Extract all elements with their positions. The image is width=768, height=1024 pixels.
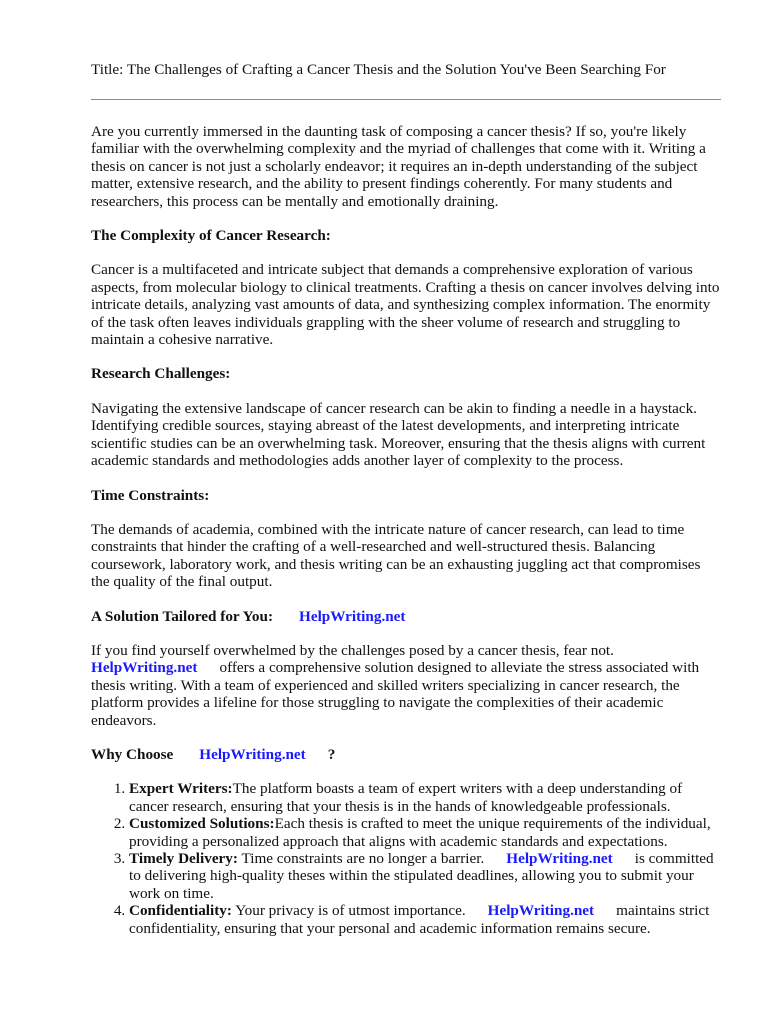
solution-heading-link[interactable]: HelpWriting.net <box>299 607 406 625</box>
reason-text-confidentiality-after: maintains strict confidentiality, ensuring that your personal and academic information remains secure. <box>129 902 710 937</box>
list-item <box>129 815 721 850</box>
intro-paragraph: Are you currently immersed in the daunting task of composing a cancer thesis? If so, you're likely familiar with the overwhelming complexity and the myriad of challenges that come with it. Writing a thesis on cancer is not just a scholarly endeavor; it requires an in-depth understanding of the subject matter, extensive research, and the ability to present findings coherently. For many students and researchers, this process can be mentally and emotionally draining. <box>91 123 706 210</box>
solution-lead: If you find yourself overwhelmed by the challenges posed by a cancer thesis, fear not. <box>91 641 614 659</box>
solution-heading-text: A Solution Tailored for You: <box>91 607 274 625</box>
section-body-time: The demands of academia, combined with the intricate nature of cancer research, can lead to time constraints that hinder the crafting of a well-researched and well-structured thesis. Balancing coursework, laboratory work, and thesis writing can be an exhausting juggling act that compromises the quality of the final output. <box>91 520 701 591</box>
why-heading <box>91 746 721 763</box>
section-body-complexity: Cancer is a multifaceted and intricate subject that demands a comprehensive exploration of various aspects, from molecular biology to clinical treatments. Crafting a thesis on cancer involves delving into intricate details, analyzing vast amounts of data, and synthesizing complex information. The enormity of the task often leaves individuals grappling with the sheer volume of research and struggling to maintain a cohesive narrative. <box>91 261 720 349</box>
list-item <box>129 902 721 937</box>
reason-link-timely[interactable]: HelpWriting.net <box>506 850 613 867</box>
reason-label-customized: Customized Solutions: <box>129 815 275 833</box>
reason-label-confidentiality: Confidentiality: <box>129 902 232 920</box>
solution-body: offers a comprehensive solution designed to alleviate the stress associated with thesis writing. With a team of experienced and skilled writers specializing in cancer research, the platform provides a lifeline for those struggling to navigate the complexities of their academic endeavors. <box>91 659 700 729</box>
document-title: Title: The Challenges of Crafting a Cancer Thesis and the Solution You've Been Searching For <box>91 61 666 78</box>
reason-text-timely-before: Time constraints are no longer a barrier. <box>241 850 485 867</box>
reason-text-customized: Each thesis is crafted to meet the unique requirements of the individual, providing a personalized approach that aligns with academic standards and expectations. <box>129 815 711 850</box>
solution-paragraph <box>91 642 721 729</box>
section-heading-time: Time Constraints: <box>91 486 210 504</box>
reason-label-expert: Expert Writers: <box>129 780 233 798</box>
why-prefix: Why Choose <box>91 745 174 763</box>
document-body <box>91 123 721 937</box>
reasons-list <box>91 780 721 937</box>
title-divider <box>91 99 721 100</box>
section-heading-research: Research Challenges: <box>91 365 231 383</box>
why-suffix: ? <box>327 745 336 763</box>
reason-link-confidentiality[interactable]: HelpWriting.net <box>487 902 595 920</box>
reason-label-timely: Timely Delivery: <box>129 850 238 867</box>
reason-text-expert: The platform boasts a team of expert writers with a deep understanding of cancer research, ensuring that your thesis is in the hands of knowledgeable professionals. <box>129 780 683 815</box>
solution-body-link[interactable]: HelpWriting.net <box>91 659 198 677</box>
section-body-research: Navigating the extensive landscape of cancer research can be akin to finding a needle in a haystack. Identifying credible sources, staying abreast of the latest developments, and interpreting intricate scientific studies can be an overwhelming task. Moreover, ensuring that the thesis aligns with current academic standards and methodologies adds another layer of complexity to the process. <box>91 399 706 470</box>
list-item <box>129 850 721 902</box>
reason-text-timely-after: is committed to delivering high-quality theses within the stipulated deadlines, allowing you to submit your work on time. <box>129 850 714 902</box>
reason-text-confidentiality-before: Your privacy is of utmost importance. <box>235 902 466 920</box>
list-item <box>129 780 721 815</box>
section-heading-complexity: The Complexity of Cancer Research: <box>91 227 331 245</box>
why-heading-link[interactable]: HelpWriting.net <box>199 745 306 763</box>
solution-heading <box>91 608 721 625</box>
